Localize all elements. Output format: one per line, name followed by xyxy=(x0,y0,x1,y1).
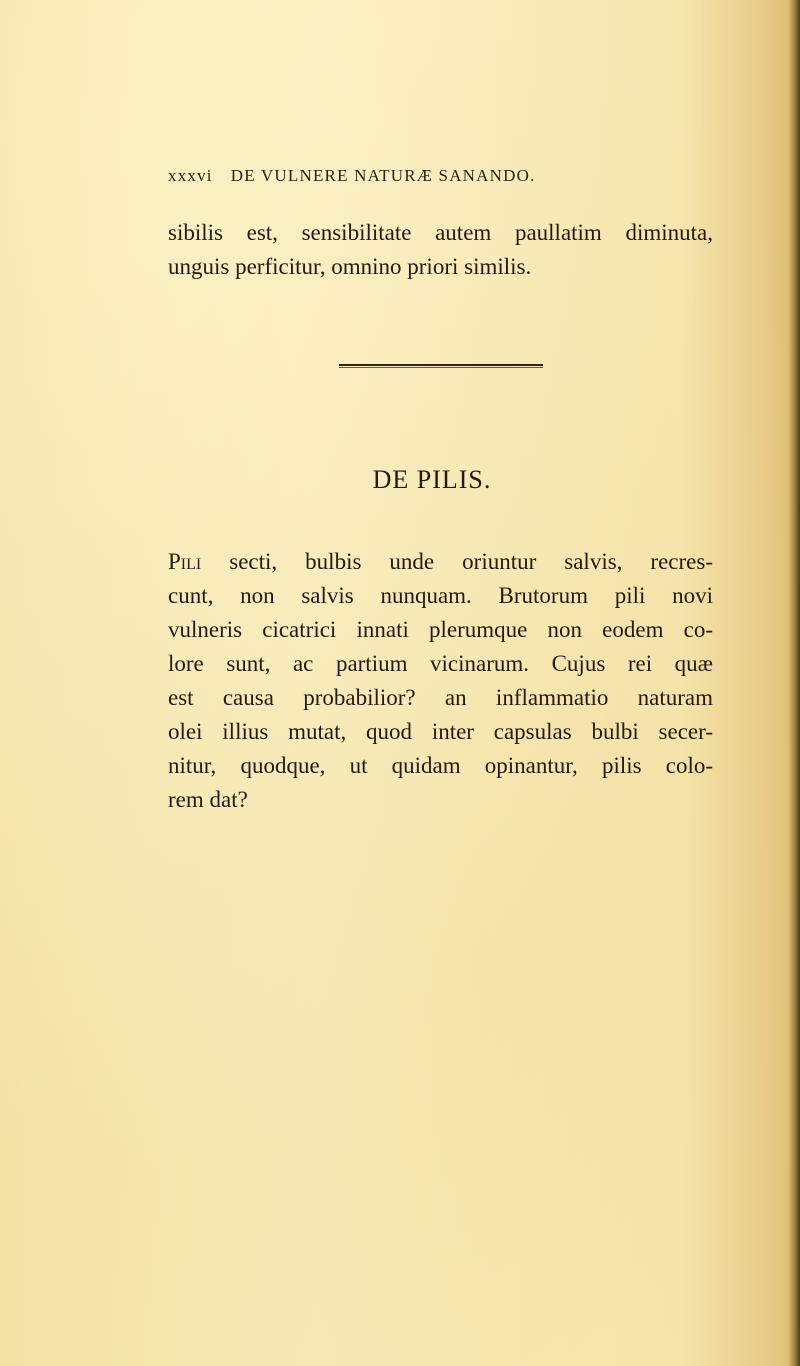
page-number: xxxvi xyxy=(168,166,213,185)
text-line: unguis perficitur, omnino priori similis. xyxy=(168,254,532,279)
text-line xyxy=(168,545,713,579)
section-divider-rule xyxy=(339,364,543,368)
text-line: vulneris cicatrici innati plerumque non eodem co- xyxy=(168,617,713,642)
text-line: nitur, quodque, ut quidam opinantur, pilis colo- xyxy=(168,753,713,778)
section-heading-text: DE PILIS. xyxy=(372,465,492,494)
text-line: olei illius mutat, quod inter capsulas bulbi secer- xyxy=(168,719,713,744)
text-line: est causa probabilior? an inflammatio naturam xyxy=(168,685,713,710)
section-paragraph xyxy=(168,545,713,817)
page-edge-shadow xyxy=(788,0,800,1366)
text-line: cunt, non salvis nunquam. Brutorum pili novi xyxy=(168,583,713,608)
text-line: sibilis est, sensibilitate autem paullatim diminuta, xyxy=(168,220,713,245)
running-title: DE VULNERE NATURÆ SANANDO. xyxy=(230,166,536,185)
text-line: rem dat? xyxy=(168,787,248,812)
initial-word: Pili xyxy=(168,549,202,574)
section-heading xyxy=(0,465,800,495)
text-line: lore sunt, ac partium vicinarum. Cujus rei quæ xyxy=(168,651,713,676)
text-line-rest: secti, bulbis unde oriuntur salvis, recres- xyxy=(201,549,713,574)
top-paragraph xyxy=(168,216,713,284)
running-head xyxy=(168,166,648,186)
